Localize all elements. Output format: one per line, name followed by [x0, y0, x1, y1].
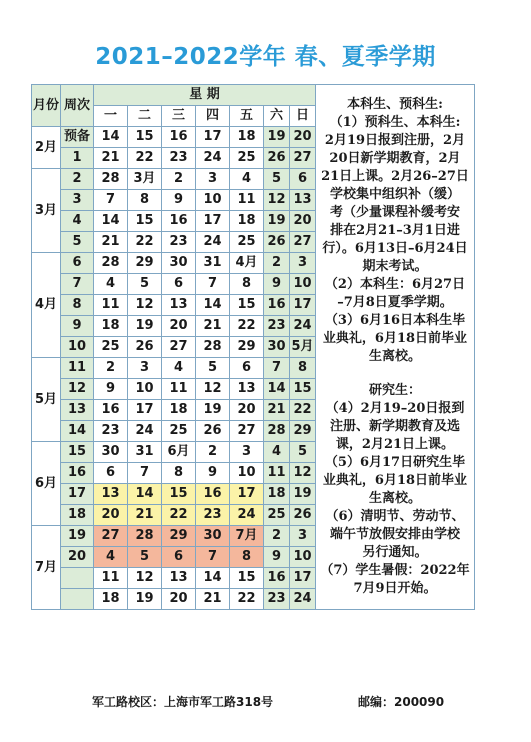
week-number: 12: [61, 379, 94, 400]
day-cell: 16: [264, 295, 290, 316]
day-cell: 7月: [230, 526, 264, 547]
day-cell: 19: [128, 589, 162, 610]
day-cell: 17: [196, 127, 230, 148]
week-number: 10: [61, 337, 94, 358]
day-cell: 2: [264, 253, 290, 274]
day-cell: 27: [94, 526, 128, 547]
day-cell: 14: [128, 484, 162, 505]
note-line: （1）预科生、本科生:: [329, 115, 461, 130]
day-cell: 18: [94, 589, 128, 610]
month-label: 5月: [32, 358, 61, 442]
day-cell: 13: [290, 190, 316, 211]
day-cell: 20: [162, 589, 196, 610]
day-cell: 19: [290, 484, 316, 505]
week-number: [61, 589, 94, 610]
day-cell: 12: [264, 190, 290, 211]
day-cell: 24: [230, 505, 264, 526]
day-cell: 9: [264, 274, 290, 295]
day-cell: 11: [94, 295, 128, 316]
note-line: （2）本科生：6月27日: [324, 277, 466, 292]
day-cell: 28: [94, 253, 128, 274]
day-cell: 15: [128, 127, 162, 148]
note-line: 另行通知。: [362, 545, 428, 560]
day-cell: 20: [162, 316, 196, 337]
day-cell: 8: [230, 274, 264, 295]
day-cell: 12: [128, 295, 162, 316]
note-line: 21日上课。2月26–27日: [321, 169, 469, 184]
day-cell: 7: [264, 358, 290, 379]
day-cell: 12: [290, 463, 316, 484]
calendar-table: [31, 84, 475, 610]
day-cell: 27: [290, 148, 316, 169]
week-number: 13: [61, 400, 94, 421]
month-label: 3月: [32, 169, 61, 253]
notes-panel: [316, 85, 475, 610]
day-cell: 5月: [290, 337, 316, 358]
day-cell: 17: [128, 400, 162, 421]
day-cell: 21: [94, 148, 128, 169]
day-cell: 31: [196, 253, 230, 274]
day-cell: 24: [290, 589, 316, 610]
day-cell: 26: [128, 337, 162, 358]
day-cell: 27: [290, 232, 316, 253]
page-title: 2021–2022学年 春、夏季学期: [95, 44, 436, 70]
day-cell: 14: [94, 211, 128, 232]
day-cell: 16: [162, 211, 196, 232]
day-cell: 11: [162, 379, 196, 400]
week-number: 17: [61, 484, 94, 505]
day-cell: 19: [264, 127, 290, 148]
day-cell: 12: [196, 379, 230, 400]
month-label: 6月: [32, 442, 61, 526]
day-cell: 7: [128, 463, 162, 484]
day-cell: 9: [196, 463, 230, 484]
day-cell: 8: [128, 190, 162, 211]
day-cell: 29: [290, 421, 316, 442]
day-cell: 18: [162, 400, 196, 421]
note-gap: [316, 366, 474, 382]
day-cell: 12: [128, 568, 162, 589]
note-line: （6）清明节、劳动节、: [325, 509, 465, 524]
day-cell: 13: [94, 484, 128, 505]
day-cell: 24: [196, 148, 230, 169]
day-cell: 17: [290, 295, 316, 316]
day-cell: 29: [230, 337, 264, 358]
day-cell: 26: [196, 421, 230, 442]
week-column-header: 周次: [61, 85, 94, 127]
day-cell: 4月: [230, 253, 264, 274]
day-cell: 26: [290, 505, 316, 526]
day-cell: 19: [196, 400, 230, 421]
day-cell: 28: [196, 337, 230, 358]
day-cell: 14: [196, 568, 230, 589]
day-cell: 8: [230, 547, 264, 568]
week-number: 3: [61, 190, 94, 211]
day-cell: 30: [264, 337, 290, 358]
day-cell: 20: [230, 400, 264, 421]
weekday-header: 六: [264, 106, 290, 127]
month-label: 7月: [32, 526, 61, 610]
week-number: [61, 568, 94, 589]
note-line: 行）。6月13日–6月24日: [322, 241, 468, 256]
day-cell: 10: [290, 274, 316, 295]
weekday-header: 四: [196, 106, 230, 127]
day-cell: 25: [94, 337, 128, 358]
day-cell: 3月: [128, 169, 162, 190]
day-cell: 15: [230, 295, 264, 316]
day-cell: 18: [264, 484, 290, 505]
day-cell: 7: [196, 547, 230, 568]
day-cell: 6: [290, 169, 316, 190]
day-cell: 8: [162, 463, 196, 484]
day-cell: 18: [94, 316, 128, 337]
day-cell: 10: [196, 190, 230, 211]
week-number: 9: [61, 316, 94, 337]
day-cell: 28: [94, 169, 128, 190]
day-cell: 16: [196, 484, 230, 505]
note-line: 业典礼，6月18日前毕业: [322, 331, 468, 346]
day-cell: 22: [128, 232, 162, 253]
week-number: 14: [61, 421, 94, 442]
week-number: 预备: [61, 127, 94, 148]
day-cell: 23: [94, 421, 128, 442]
day-cell: 28: [264, 421, 290, 442]
day-cell: 16: [94, 400, 128, 421]
weekday-header: 三: [162, 106, 196, 127]
day-cell: 24: [290, 316, 316, 337]
day-cell: 21: [128, 505, 162, 526]
day-cell: 3: [290, 253, 316, 274]
note-line: 7月9日开始。: [353, 581, 437, 596]
day-cell: 15: [128, 211, 162, 232]
header-row: [32, 85, 475, 106]
day-cell: 18: [230, 211, 264, 232]
note-line: 业典礼，6月18日前毕业: [322, 473, 468, 488]
day-cell: 6: [162, 547, 196, 568]
day-cell: 4: [162, 358, 196, 379]
day-cell: 16: [162, 127, 196, 148]
day-cell: 23: [264, 316, 290, 337]
day-cell: 23: [196, 505, 230, 526]
day-cell: 15: [290, 379, 316, 400]
note-line: 期末考试。: [362, 259, 428, 274]
week-number: 19: [61, 526, 94, 547]
campus-address: 军工路校区：上海市军工路318号: [92, 695, 274, 709]
day-cell: 5: [290, 442, 316, 463]
note-line: 生离校。: [368, 491, 421, 506]
note-line: 排在2月21–3月1日进: [330, 223, 460, 238]
week-number: 1: [61, 148, 94, 169]
note-line: 20日新学期教育，2月: [329, 151, 461, 166]
month-label: 4月: [32, 253, 61, 358]
day-cell: 30: [196, 526, 230, 547]
day-cell: 6: [162, 274, 196, 295]
day-cell: 2: [196, 442, 230, 463]
day-cell: 11: [94, 568, 128, 589]
day-cell: 21: [264, 400, 290, 421]
day-cell: 11: [264, 463, 290, 484]
day-cell: 6: [230, 358, 264, 379]
day-cell: 6月: [162, 442, 196, 463]
day-cell: 27: [230, 421, 264, 442]
note-line: 本科生、预科生:: [347, 97, 443, 112]
note-line: （3）6月16日本科生毕: [324, 313, 466, 328]
day-cell: 4: [264, 442, 290, 463]
day-cell: 17: [290, 568, 316, 589]
week-number: 16: [61, 463, 94, 484]
day-cell: 27: [162, 337, 196, 358]
note-line: 端午节放假安排由学校: [329, 527, 460, 542]
day-cell: 15: [230, 568, 264, 589]
day-cell: 25: [264, 505, 290, 526]
day-cell: 5: [128, 547, 162, 568]
day-cell: 19: [128, 316, 162, 337]
day-cell: 30: [162, 253, 196, 274]
day-cell: 4: [94, 547, 128, 568]
week-number: 11: [61, 358, 94, 379]
day-cell: 5: [264, 169, 290, 190]
note-line: 考（少量课程补缓考安: [329, 205, 460, 220]
week-number: 6: [61, 253, 94, 274]
day-cell: 22: [128, 148, 162, 169]
day-cell: 2: [264, 526, 290, 547]
week-number: 15: [61, 442, 94, 463]
postal-code: 邮编：200090: [358, 695, 445, 709]
day-cell: 14: [94, 127, 128, 148]
day-cell: 3: [290, 526, 316, 547]
day-cell: 28: [128, 526, 162, 547]
day-cell: 2: [94, 358, 128, 379]
note-line: （5）6月17日研究生毕: [324, 455, 466, 470]
month-label: 2月: [32, 127, 61, 169]
day-cell: 4: [94, 274, 128, 295]
day-cell: 22: [230, 589, 264, 610]
day-cell: 20: [290, 127, 316, 148]
week-number: 7: [61, 274, 94, 295]
day-cell: 6: [94, 463, 128, 484]
week-number: 5: [61, 232, 94, 253]
note-line: –7月8日夏季学期。: [337, 295, 453, 310]
day-cell: 10: [230, 463, 264, 484]
day-cell: 22: [162, 505, 196, 526]
day-cell: 24: [196, 232, 230, 253]
week-number: 2: [61, 169, 94, 190]
day-cell: 14: [196, 295, 230, 316]
day-cell: 16: [264, 568, 290, 589]
weekday-header: 一: [94, 106, 128, 127]
day-cell: 25: [230, 232, 264, 253]
note-line: （4）2月19–20日报到: [325, 401, 465, 416]
day-cell: 10: [290, 547, 316, 568]
day-cell: 20: [290, 211, 316, 232]
week-number: 8: [61, 295, 94, 316]
week-number: 18: [61, 505, 94, 526]
note-line: 课，2月21日上课。: [335, 437, 455, 452]
day-cell: 11: [230, 190, 264, 211]
day-cell: 15: [162, 484, 196, 505]
day-cell: 10: [128, 379, 162, 400]
day-cell: 23: [162, 148, 196, 169]
day-cell: 13: [162, 295, 196, 316]
day-cell: 21: [94, 232, 128, 253]
day-cell: 26: [264, 148, 290, 169]
note-line: 学校集中组织补（缓）: [329, 187, 460, 202]
day-cell: 25: [230, 148, 264, 169]
note-line: 研究生：: [368, 383, 421, 398]
day-cell: 9: [264, 547, 290, 568]
day-cell: 9: [94, 379, 128, 400]
day-cell: 13: [230, 379, 264, 400]
day-cell: 18: [230, 127, 264, 148]
weekday-group-header: 星 期: [94, 85, 316, 106]
day-cell: 3: [230, 442, 264, 463]
day-cell: 14: [264, 379, 290, 400]
month-column-header: 月份: [32, 85, 61, 127]
weekday-header: 二: [128, 106, 162, 127]
day-cell: 23: [264, 589, 290, 610]
day-cell: 31: [128, 442, 162, 463]
day-cell: 2: [162, 169, 196, 190]
weekday-header: 日: [290, 106, 316, 127]
day-cell: 25: [162, 421, 196, 442]
day-cell: 19: [264, 211, 290, 232]
day-cell: 29: [128, 253, 162, 274]
day-cell: 29: [162, 526, 196, 547]
day-cell: 7: [196, 274, 230, 295]
day-cell: 30: [94, 442, 128, 463]
day-cell: 3: [196, 169, 230, 190]
day-cell: 26: [264, 232, 290, 253]
week-number: 4: [61, 211, 94, 232]
day-cell: 21: [196, 589, 230, 610]
day-cell: 22: [290, 400, 316, 421]
day-cell: 23: [162, 232, 196, 253]
note-line: （7）学生暑假：2022年: [320, 563, 470, 578]
day-cell: 21: [196, 316, 230, 337]
day-cell: 22: [230, 316, 264, 337]
note-line: 2月19日报到注册，2月: [324, 133, 466, 148]
day-cell: 24: [128, 421, 162, 442]
weekday-header: 五: [230, 106, 264, 127]
day-cell: 3: [128, 358, 162, 379]
day-cell: 4: [230, 169, 264, 190]
day-cell: 17: [230, 484, 264, 505]
day-cell: 20: [94, 505, 128, 526]
day-cell: 17: [196, 211, 230, 232]
note-line: 注册、新学期教育及选: [329, 419, 460, 434]
day-cell: 9: [162, 190, 196, 211]
week-number: 20: [61, 547, 94, 568]
note-line: 生离校。: [368, 349, 421, 364]
day-cell: 7: [94, 190, 128, 211]
day-cell: 8: [290, 358, 316, 379]
day-cell: 13: [162, 568, 196, 589]
day-cell: 5: [128, 274, 162, 295]
day-cell: 5: [196, 358, 230, 379]
